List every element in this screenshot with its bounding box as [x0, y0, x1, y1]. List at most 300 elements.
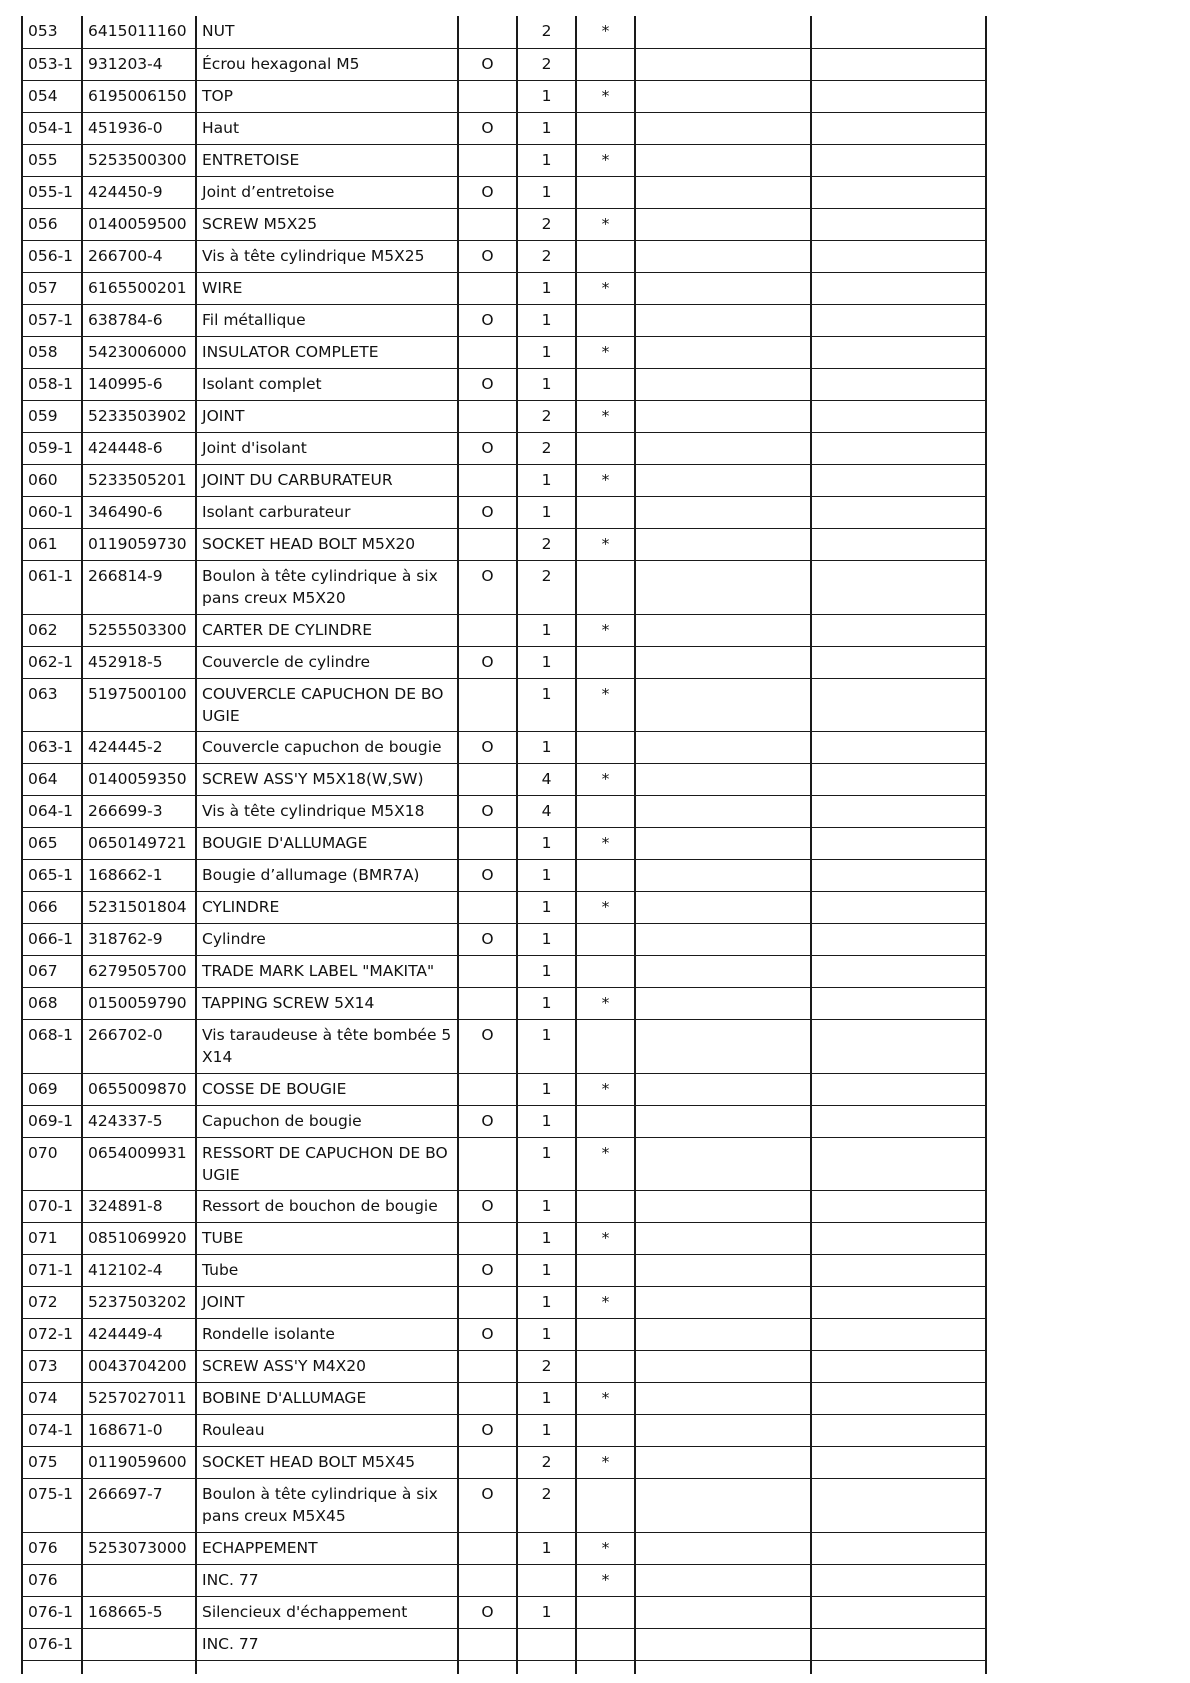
- empty-cell: [811, 432, 986, 464]
- empty-cell: [635, 646, 811, 678]
- option-cell: [458, 678, 517, 731]
- note-cell: *: [576, 208, 635, 240]
- quantity-cell: 1: [517, 1190, 576, 1222]
- empty-cell: [811, 176, 986, 208]
- item-number-cell: 075-1: [22, 1478, 82, 1532]
- empty-cell: [811, 1628, 986, 1660]
- part-number-cell: 5237503202: [82, 1286, 196, 1318]
- description-cell: TOP: [196, 80, 458, 112]
- empty-cell: [635, 112, 811, 144]
- option-cell: O: [458, 1105, 517, 1137]
- table-row: [22, 955, 986, 987]
- description-cell: Tube: [196, 1254, 458, 1286]
- quantity-cell: 1: [517, 112, 576, 144]
- description-cell: TRADE MARK LABEL "MAKITA": [196, 955, 458, 987]
- description-cell: Couvercle de cylindre: [196, 646, 458, 678]
- note-cell: *: [576, 1137, 635, 1190]
- option-cell: O: [458, 1478, 517, 1532]
- part-number-cell: 6165500201: [82, 272, 196, 304]
- part-number-cell: 6195006150: [82, 80, 196, 112]
- empty-cell: [635, 1019, 811, 1073]
- description-cell: RESSORT DE CAPUCHON DE BOUGIE: [196, 1137, 458, 1190]
- note-cell: *: [576, 1382, 635, 1414]
- item-number-cell: 075: [22, 1446, 82, 1478]
- part-number-cell: 6415011160: [82, 16, 196, 48]
- part-number-cell: 168665-5: [82, 1596, 196, 1628]
- option-cell: [458, 955, 517, 987]
- quantity-cell: 2: [517, 1446, 576, 1478]
- note-cell: *: [576, 528, 635, 560]
- part-number-cell: 0650149721: [82, 827, 196, 859]
- empty-cell: [811, 560, 986, 614]
- table-row: [22, 464, 986, 496]
- quantity-cell: 1: [517, 464, 576, 496]
- empty-cell: [82, 1660, 196, 1674]
- option-cell: [458, 144, 517, 176]
- empty-cell: [635, 560, 811, 614]
- description-cell: BOUGIE D'ALLUMAGE: [196, 827, 458, 859]
- item-number-cell: 064: [22, 763, 82, 795]
- part-number-cell: 346490-6: [82, 496, 196, 528]
- note-cell: [576, 560, 635, 614]
- description-cell: TAPPING SCREW 5X14: [196, 987, 458, 1019]
- empty-cell: [811, 304, 986, 336]
- part-number-cell: 424450-9: [82, 176, 196, 208]
- empty-cell: [635, 1286, 811, 1318]
- item-number-cell: 071-1: [22, 1254, 82, 1286]
- empty-cell: [635, 891, 811, 923]
- empty-cell: [635, 368, 811, 400]
- part-number-cell: 140995-6: [82, 368, 196, 400]
- option-cell: [458, 987, 517, 1019]
- option-cell: [458, 1446, 517, 1478]
- description-cell: Cylindre: [196, 923, 458, 955]
- quantity-cell: 1: [517, 1073, 576, 1105]
- note-cell: [576, 795, 635, 827]
- empty-cell: [635, 1190, 811, 1222]
- empty-cell: [811, 1564, 986, 1596]
- item-number-cell: 074: [22, 1382, 82, 1414]
- quantity-cell: 1: [517, 272, 576, 304]
- empty-cell: [811, 1382, 986, 1414]
- empty-cell: [811, 763, 986, 795]
- description-cell: Joint d'isolant: [196, 432, 458, 464]
- item-number-cell: 069-1: [22, 1105, 82, 1137]
- table-row: [22, 731, 986, 763]
- empty-cell: [811, 464, 986, 496]
- item-number-cell: 065: [22, 827, 82, 859]
- item-number-cell: 063: [22, 678, 82, 731]
- item-number-cell: 061: [22, 528, 82, 560]
- part-number-cell: 638784-6: [82, 304, 196, 336]
- table-row: [22, 176, 986, 208]
- part-number-cell: [82, 1628, 196, 1660]
- table-row: [22, 496, 986, 528]
- table-row: [22, 1532, 986, 1564]
- empty-cell: [811, 923, 986, 955]
- empty-cell: [635, 144, 811, 176]
- item-number-cell: 065-1: [22, 859, 82, 891]
- option-cell: [458, 1137, 517, 1190]
- part-number-cell: 0654009931: [82, 1137, 196, 1190]
- empty-cell: [811, 1073, 986, 1105]
- description-cell: TUBE: [196, 1222, 458, 1254]
- item-number-cell: 070: [22, 1137, 82, 1190]
- quantity-cell: 2: [517, 208, 576, 240]
- option-cell: O: [458, 496, 517, 528]
- option-cell: O: [458, 368, 517, 400]
- table-row: [22, 1254, 986, 1286]
- table-row: [22, 1073, 986, 1105]
- quantity-cell: 1: [517, 1137, 576, 1190]
- description-cell: Isolant complet: [196, 368, 458, 400]
- quantity-cell: 1: [517, 1414, 576, 1446]
- empty-cell: [635, 1628, 811, 1660]
- option-cell: O: [458, 795, 517, 827]
- empty-cell: [811, 80, 986, 112]
- quantity-cell: 2: [517, 1350, 576, 1382]
- table-row: [22, 1190, 986, 1222]
- table-row: [22, 528, 986, 560]
- item-number-cell: 058-1: [22, 368, 82, 400]
- part-number-cell: 0119059600: [82, 1446, 196, 1478]
- quantity-cell: 2: [517, 48, 576, 80]
- description-cell: JOINT DU CARBURATEUR: [196, 464, 458, 496]
- option-cell: [458, 614, 517, 646]
- empty-cell: [635, 304, 811, 336]
- table-row: [22, 272, 986, 304]
- option-cell: [458, 1073, 517, 1105]
- part-number-cell: 0655009870: [82, 1073, 196, 1105]
- table-row: [22, 1628, 986, 1660]
- description-cell: Ressort de bouchon de bougie: [196, 1190, 458, 1222]
- empty-cell: [635, 1596, 811, 1628]
- item-number-cell: 056: [22, 208, 82, 240]
- quantity-cell: 1: [517, 1318, 576, 1350]
- empty-cell: [635, 1478, 811, 1532]
- item-number-cell: 058: [22, 336, 82, 368]
- note-cell: [576, 1254, 635, 1286]
- note-cell: *: [576, 827, 635, 859]
- empty-cell: [635, 763, 811, 795]
- empty-cell: [811, 208, 986, 240]
- option-cell: [458, 400, 517, 432]
- item-number-cell: 068: [22, 987, 82, 1019]
- option-cell: O: [458, 1254, 517, 1286]
- empty-cell: [811, 48, 986, 80]
- item-number-cell: 060: [22, 464, 82, 496]
- note-cell: [576, 240, 635, 272]
- table-row: [22, 336, 986, 368]
- item-number-cell: 076: [22, 1532, 82, 1564]
- quantity-cell: 4: [517, 795, 576, 827]
- note-cell: [576, 1190, 635, 1222]
- description-cell: BOBINE D'ALLUMAGE: [196, 1382, 458, 1414]
- empty-cell: [811, 614, 986, 646]
- table-row: [22, 304, 986, 336]
- description-cell: Boulon à tête cylindrique à six pans creux M5X45: [196, 1478, 458, 1532]
- empty-cell: [811, 336, 986, 368]
- part-number-cell: 451936-0: [82, 112, 196, 144]
- part-number-cell: 168671-0: [82, 1414, 196, 1446]
- part-number-cell: 931203-4: [82, 48, 196, 80]
- quantity-cell: 1: [517, 336, 576, 368]
- empty-cell: [635, 955, 811, 987]
- option-cell: [458, 464, 517, 496]
- quantity-cell: 4: [517, 763, 576, 795]
- item-number-cell: 059: [22, 400, 82, 432]
- part-number-cell: 424445-2: [82, 731, 196, 763]
- option-cell: [458, 1286, 517, 1318]
- description-cell: Fil métallique: [196, 304, 458, 336]
- part-number-cell: 318762-9: [82, 923, 196, 955]
- note-cell: *: [576, 678, 635, 731]
- item-number-cell: 062-1: [22, 646, 82, 678]
- empty-cell: [811, 795, 986, 827]
- empty-cell: [635, 1532, 811, 1564]
- table-row: [22, 987, 986, 1019]
- empty-cell: [811, 1532, 986, 1564]
- empty-cell: [811, 1478, 986, 1532]
- quantity-cell: 1: [517, 955, 576, 987]
- empty-cell: [811, 368, 986, 400]
- quantity-cell: 2: [517, 16, 576, 48]
- quantity-cell: 1: [517, 176, 576, 208]
- part-number-cell: 266697-7: [82, 1478, 196, 1532]
- description-cell: Boulon à tête cylindrique à six pans creux M5X20: [196, 560, 458, 614]
- empty-cell: [635, 528, 811, 560]
- table-row: [22, 923, 986, 955]
- empty-cell: [811, 1596, 986, 1628]
- table-row: [22, 763, 986, 795]
- part-number-cell: 266814-9: [82, 560, 196, 614]
- description-cell: INSULATOR COMPLETE: [196, 336, 458, 368]
- part-number-cell: 0150059790: [82, 987, 196, 1019]
- quantity-cell: 1: [517, 1254, 576, 1286]
- description-cell: INC. 77: [196, 1628, 458, 1660]
- empty-cell: [811, 859, 986, 891]
- empty-cell: [811, 1286, 986, 1318]
- table-row: [22, 1318, 986, 1350]
- option-cell: O: [458, 176, 517, 208]
- table-row: [22, 48, 986, 80]
- description-cell: JOINT: [196, 400, 458, 432]
- table-row: [22, 1105, 986, 1137]
- empty-cell: [635, 859, 811, 891]
- description-cell: SCREW ASS'Y M4X20: [196, 1350, 458, 1382]
- description-cell: Isolant carburateur: [196, 496, 458, 528]
- quantity-cell: 1: [517, 1019, 576, 1073]
- description-cell: CYLINDRE: [196, 891, 458, 923]
- table-row: [22, 1382, 986, 1414]
- note-cell: [576, 1350, 635, 1382]
- note-cell: *: [576, 16, 635, 48]
- table-row: [22, 432, 986, 464]
- empty-cell: [811, 891, 986, 923]
- empty-cell: [635, 48, 811, 80]
- part-number-cell: 6279505700: [82, 955, 196, 987]
- note-cell: *: [576, 614, 635, 646]
- part-number-cell: 266700-4: [82, 240, 196, 272]
- part-number-cell: 424449-4: [82, 1318, 196, 1350]
- parts-table-body: [22, 16, 986, 1674]
- quantity-cell: 1: [517, 827, 576, 859]
- option-cell: [458, 891, 517, 923]
- note-cell: *: [576, 891, 635, 923]
- description-cell: Vis taraudeuse à tête bombée 5X14: [196, 1019, 458, 1073]
- table-row: [22, 112, 986, 144]
- note-cell: [576, 1318, 635, 1350]
- description-cell: Capuchon de bougie: [196, 1105, 458, 1137]
- option-cell: [458, 16, 517, 48]
- item-number-cell: 073: [22, 1350, 82, 1382]
- quantity-cell: [517, 1564, 576, 1596]
- note-cell: *: [576, 336, 635, 368]
- note-cell: [576, 1628, 635, 1660]
- description-cell: SCREW ASS'Y M5X18(W,SW): [196, 763, 458, 795]
- table-row: [22, 560, 986, 614]
- empty-cell: [811, 987, 986, 1019]
- part-number-cell: 5253073000: [82, 1532, 196, 1564]
- note-cell: [576, 304, 635, 336]
- option-cell: O: [458, 646, 517, 678]
- description-cell: Rouleau: [196, 1414, 458, 1446]
- empty-cell: [517, 1660, 576, 1674]
- part-number-cell: 412102-4: [82, 1254, 196, 1286]
- table-row: [22, 400, 986, 432]
- item-number-cell: 074-1: [22, 1414, 82, 1446]
- empty-cell: [22, 1660, 82, 1674]
- empty-cell: [811, 1254, 986, 1286]
- item-number-cell: 063-1: [22, 731, 82, 763]
- quantity-cell: 1: [517, 1596, 576, 1628]
- note-cell: [576, 1019, 635, 1073]
- empty-cell: [811, 144, 986, 176]
- description-cell: Joint d’entretoise: [196, 176, 458, 208]
- empty-cell: [635, 208, 811, 240]
- description-cell: INC. 77: [196, 1564, 458, 1596]
- note-cell: [576, 1478, 635, 1532]
- note-cell: *: [576, 464, 635, 496]
- item-number-cell: 076: [22, 1564, 82, 1596]
- part-number-cell: 0140059350: [82, 763, 196, 795]
- note-cell: *: [576, 1564, 635, 1596]
- part-number-cell: 266699-3: [82, 795, 196, 827]
- quantity-cell: 2: [517, 400, 576, 432]
- quantity-cell: 1: [517, 1105, 576, 1137]
- table-row: [22, 80, 986, 112]
- table-row: [22, 368, 986, 400]
- option-cell: O: [458, 48, 517, 80]
- note-cell: [576, 646, 635, 678]
- empty-cell: [811, 1350, 986, 1382]
- note-cell: *: [576, 80, 635, 112]
- empty-cell: [635, 176, 811, 208]
- item-number-cell: 055: [22, 144, 82, 176]
- item-number-cell: 053-1: [22, 48, 82, 80]
- quantity-cell: 2: [517, 528, 576, 560]
- item-number-cell: 071: [22, 1222, 82, 1254]
- option-cell: [458, 1222, 517, 1254]
- table-row: [22, 891, 986, 923]
- empty-cell: [811, 1446, 986, 1478]
- empty-cell: [458, 1660, 517, 1674]
- empty-cell: [635, 432, 811, 464]
- option-cell: O: [458, 859, 517, 891]
- description-cell: JOINT: [196, 1286, 458, 1318]
- table-row: [22, 646, 986, 678]
- empty-cell: [635, 1073, 811, 1105]
- quantity-cell: 1: [517, 496, 576, 528]
- part-number-cell: 5231501804: [82, 891, 196, 923]
- table-row: [22, 1019, 986, 1073]
- item-number-cell: 057: [22, 272, 82, 304]
- empty-cell: [635, 1137, 811, 1190]
- empty-cell: [635, 400, 811, 432]
- quantity-cell: 1: [517, 646, 576, 678]
- empty-cell: [811, 496, 986, 528]
- quantity-cell: 1: [517, 368, 576, 400]
- empty-cell: [635, 1660, 811, 1674]
- empty-cell: [635, 923, 811, 955]
- empty-cell: [811, 1660, 986, 1674]
- part-number-cell: 5423006000: [82, 336, 196, 368]
- quantity-cell: 1: [517, 614, 576, 646]
- description-cell: SOCKET HEAD BOLT M5X20: [196, 528, 458, 560]
- item-number-cell: 057-1: [22, 304, 82, 336]
- description-cell: Vis à tête cylindrique M5X18: [196, 795, 458, 827]
- option-cell: [458, 272, 517, 304]
- option-cell: [458, 827, 517, 859]
- empty-cell: [635, 496, 811, 528]
- empty-cell: [635, 272, 811, 304]
- parts-table: [21, 16, 987, 1674]
- note-cell: [576, 1105, 635, 1137]
- note-cell: *: [576, 1532, 635, 1564]
- description-cell: Couvercle capuchon de bougie: [196, 731, 458, 763]
- description-cell: CARTER DE CYLINDRE: [196, 614, 458, 646]
- empty-cell: [635, 1564, 811, 1596]
- item-number-cell: 064-1: [22, 795, 82, 827]
- empty-cell: [635, 1222, 811, 1254]
- part-number-cell: 5257027011: [82, 1382, 196, 1414]
- option-cell: O: [458, 1414, 517, 1446]
- part-number-cell: 266702-0: [82, 1019, 196, 1073]
- description-cell: COUVERCLE CAPUCHON DE BOUGIE: [196, 678, 458, 731]
- table-row: [22, 859, 986, 891]
- empty-cell: [811, 1019, 986, 1073]
- item-number-cell: 056-1: [22, 240, 82, 272]
- option-cell: [458, 528, 517, 560]
- note-cell: [576, 368, 635, 400]
- table-row: [22, 1350, 986, 1382]
- note-cell: [576, 923, 635, 955]
- empty-cell: [635, 336, 811, 368]
- description-cell: Rondelle isolante: [196, 1318, 458, 1350]
- item-number-cell: 066: [22, 891, 82, 923]
- option-cell: [458, 1350, 517, 1382]
- note-cell: [576, 48, 635, 80]
- empty-cell: [635, 731, 811, 763]
- option-cell: O: [458, 240, 517, 272]
- option-cell: O: [458, 731, 517, 763]
- item-number-cell: 072: [22, 1286, 82, 1318]
- empty-cell: [196, 1660, 458, 1674]
- part-number-cell: 5253500300: [82, 144, 196, 176]
- description-cell: WIRE: [196, 272, 458, 304]
- empty-cell: [811, 272, 986, 304]
- option-cell: [458, 1564, 517, 1596]
